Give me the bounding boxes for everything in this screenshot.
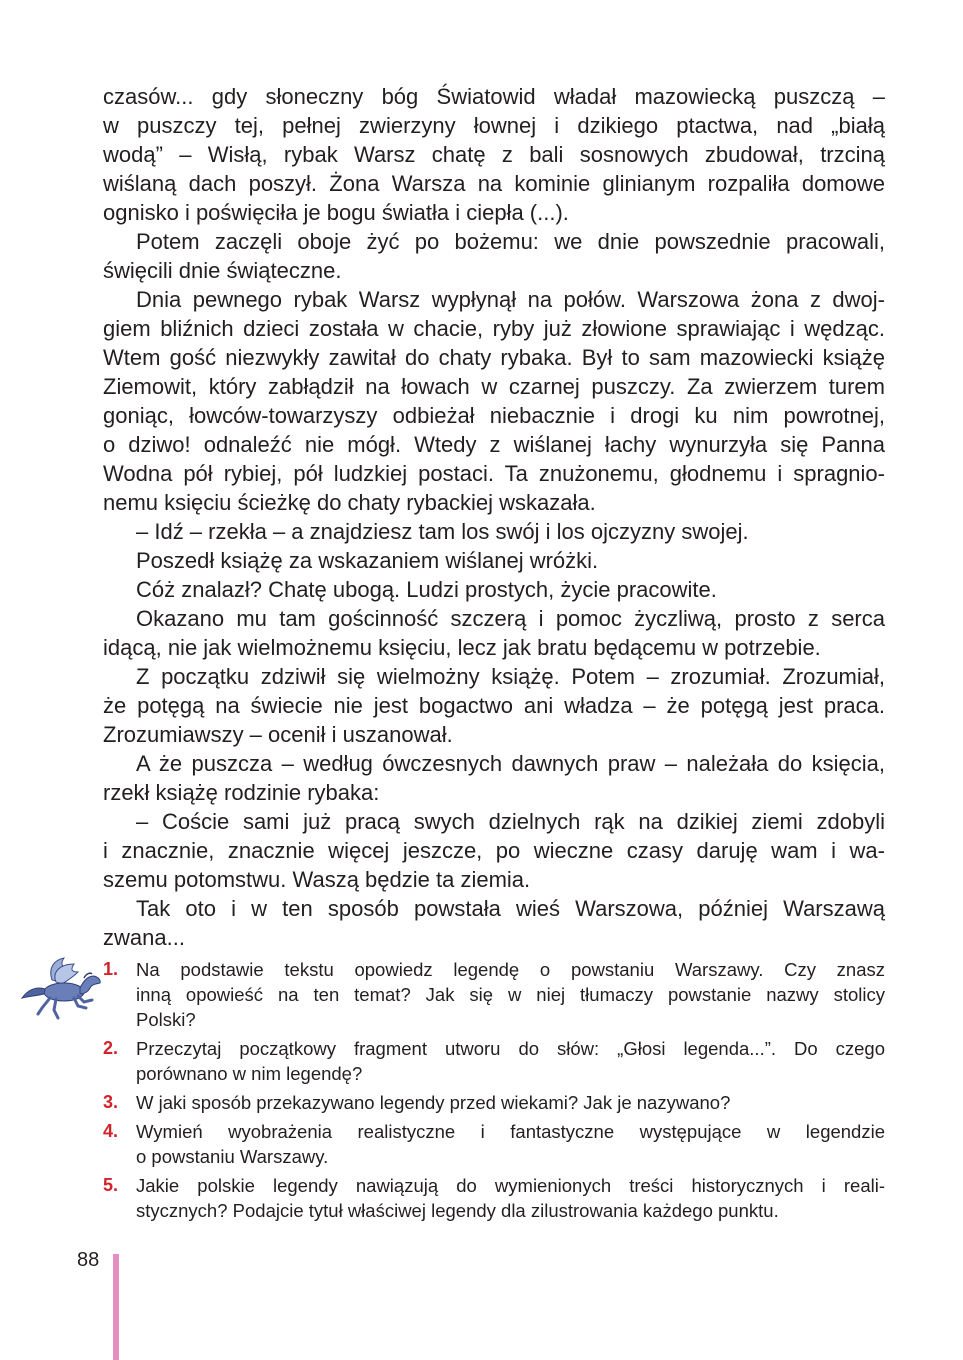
question-line: inną opowieść na ten temat? Jak się w niej tłumaczy powstanie nazwy stolicy <box>136 984 885 1005</box>
text-line: Tak oto i w ten sposób powstała wieś Warszowa, później Warszawą <box>136 896 885 921</box>
text-line: giem bliźnich dzieci została w chacie, ryby już złowione sprawiając i wędząc. <box>103 316 885 341</box>
question-number: 5. <box>103 1175 119 1195</box>
text-line: goniąc, łowców-towarzyszy odbieżał niebacznie i drogi ku nim powrotnej, <box>103 403 885 428</box>
text-line: o dziwo! odnaleźć nie mógł. Wtedy z wiślanej łachy wynurzyła się Panna <box>103 432 885 457</box>
questions-list <box>103 957 885 1227</box>
question-item <box>103 1036 885 1086</box>
question-number: 3. <box>103 1092 119 1112</box>
question-line: Jakie polskie legendy nawiązują do wymienionych treści historycznych i reali- <box>136 1175 885 1196</box>
text-line: – Coście sami już pracą swych dzielnych rąk na dzikiej ziemi zdobyli <box>136 809 885 834</box>
text-line: zwana... <box>103 925 185 950</box>
question-number: 4. <box>103 1121 119 1141</box>
page-number: 88 <box>77 1249 100 1271</box>
text-line: idącą, nie jak wielmożnemu księciu, lecz jak bratu będącemu w potrzebie. <box>103 635 821 660</box>
text-line: nemu księciu ścieżkę do chaty rybackiej wskazała. <box>103 490 596 515</box>
question-line: stycznych? Podajcie tytuł właściwej legendy dla zilustrowania każdego punktu. <box>136 1200 779 1221</box>
question-line: Przeczytaj początkowy fragment utworu do słów: „Głosi legenda...”. Do czego <box>136 1038 885 1059</box>
text-line: Dnia pewnego rybak Warsz wypłynął na połów. Warszowa żona z dwoj- <box>136 287 885 312</box>
text-line: święcili dnie świąteczne. <box>103 258 342 283</box>
main-text <box>103 82 885 952</box>
question-number: 2. <box>103 1038 119 1058</box>
question-item <box>103 1119 885 1169</box>
text-line: Okazano mu tam gościnność szczerą i pomoc życzliwą, prosto z serca <box>136 606 885 631</box>
question-line: W jaki sposób przekazywano legendy przed wiekami? Jak je nazywano? <box>136 1092 731 1113</box>
text-line: Poszedł książę za wskazaniem wiślanej wróżki. <box>136 548 599 573</box>
question-item <box>103 1173 885 1223</box>
text-line: Wtem gość niezwykły zawitał do chaty rybaka. Był to sam mazowiecki książę <box>103 345 885 370</box>
pegasus-icon <box>18 956 106 1024</box>
text-line: Ziemowit, który zabłądził na łowach w czarnej puszczy. Za zwierzem turem <box>103 374 885 399</box>
question-line: porównano w nim legendę? <box>136 1063 363 1084</box>
text-line: Wodna pół rybiej, pół ludzkiej postaci. Ta znużonemu, głodnemu i spragnio- <box>103 461 885 486</box>
text-line: że potęgą na świecie nie jest bogactwo ani władza – że potęgą jest praca. <box>103 693 885 718</box>
text-line: wiślaną dach poszył. Żona Warsza na kominie glinianym rozpaliła domowe <box>103 171 885 196</box>
text-line: czasów... gdy słoneczny bóg Światowid władał mazowiecką puszczą – <box>103 84 885 109</box>
pink-margin-bar <box>113 1254 119 1360</box>
question-line: Polski? <box>136 1009 196 1030</box>
text-line: rzekł książę rodzinie rybaka: <box>103 780 380 805</box>
question-item <box>103 957 885 1032</box>
text-line: Z początku zdziwił się wielmożny książę. Potem – zrozumiał. Zrozumiał, <box>136 664 885 689</box>
question-number: 1. <box>103 959 119 979</box>
question-line: Wymień wyobrażenia realistyczne i fantastyczne występujące w legendzie <box>136 1121 885 1142</box>
text-line: A że puszcza – według ówczesnych dawnych praw – należała do księcia, <box>136 751 885 776</box>
text-line: Cóż znalazł? Chatę ubogą. Ludzi prostych, życie pracowite. <box>136 577 717 602</box>
text-line: – Idź – rzekła – a znajdziesz tam los swój i los ojczyzny swojej. <box>136 519 749 544</box>
text-line: i znacznie, znacznie więcej jeszcze, po wieczne czasy daruję wam i wa- <box>103 838 885 863</box>
text-line: wodą” – Wisłą, rybak Warsz chatę z bali sosnowych zbudował, trzciną <box>103 142 885 167</box>
text-line: Potem zaczęli oboje żyć po bożemu: we dnie powszednie pracowali, <box>136 229 885 254</box>
question-item <box>103 1090 885 1115</box>
question-line: Na podstawie tekstu opowiedz legendę o powstaniu Warszawy. Czy znasz <box>136 959 885 980</box>
text-line: szemu potomstwu. Waszą będzie ta ziemia. <box>103 867 531 892</box>
text-line: ognisko i poświęciła je bogu światła i ciepła (...). <box>103 200 569 225</box>
text-line: Zrozumiawszy – ocenił i uszanował. <box>103 722 453 747</box>
question-line: o powstaniu Warszawy. <box>136 1146 329 1167</box>
text-line: w puszczy tej, pełnej zwierzyny łownej i dzikiego ptactwa, nad „białą <box>103 113 885 138</box>
